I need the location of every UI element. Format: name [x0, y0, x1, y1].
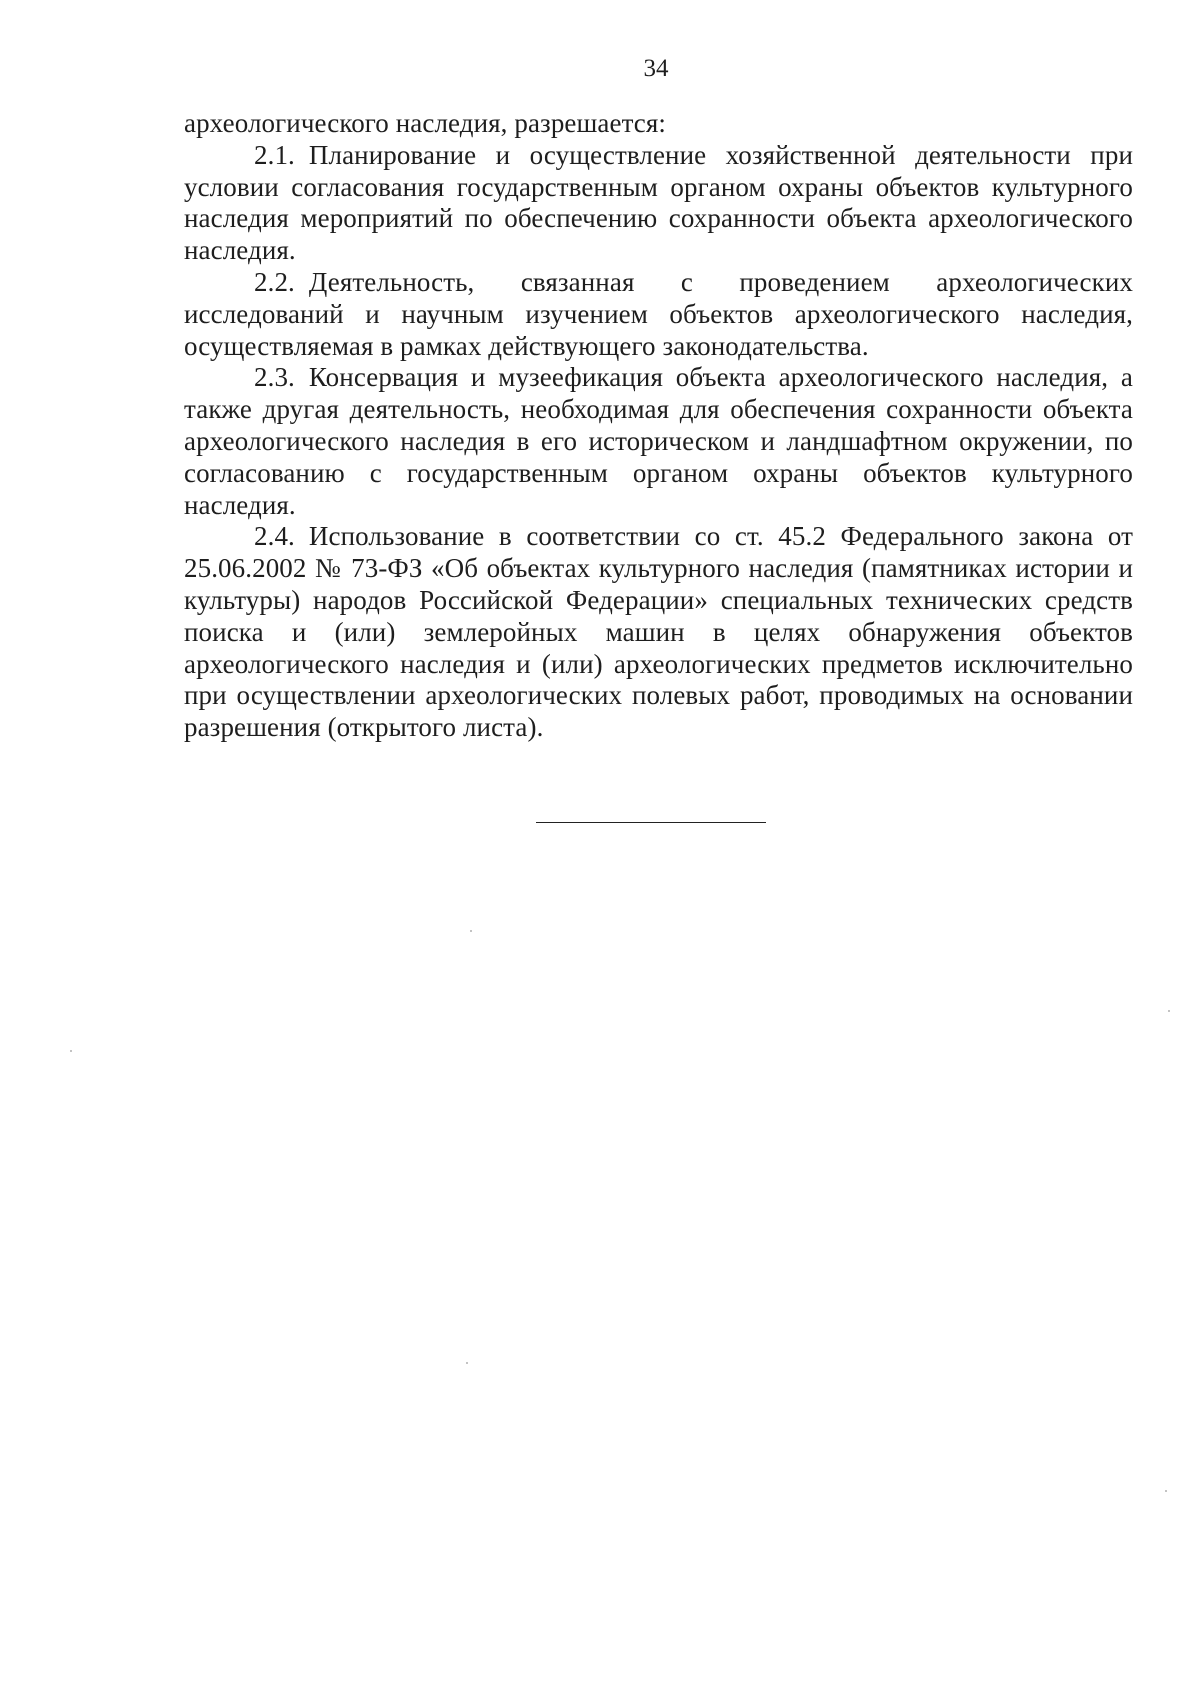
list-item-2-1: [184, 140, 1133, 267]
scan-speck: [470, 930, 472, 932]
scan-speck: [1165, 1490, 1167, 1492]
list-item-2-2: [184, 267, 1133, 362]
item-text: Консервация и музеефикация объекта археологического наследия, а также другая деятельность, необходимая для обеспечения сохранности объекта археологического наследия в его историческом и ландшафтном окружении, по согласованию с государственным органом охраны объектов культурного наследия.: [184, 362, 1133, 520]
item-number: 2.3.: [254, 362, 295, 393]
item-text: Планирование и осуществление хозяйственной деятельности при условии согласования государственным органом охраны объектов культурного наследия мероприятий по обеспечению сохранности объекта археологического наследия.: [184, 139, 1133, 266]
item-number: 2.1.: [254, 139, 295, 170]
end-of-text-rule: [536, 822, 766, 823]
scan-speck: [466, 1362, 468, 1364]
document-body: [184, 108, 1133, 744]
item-number: 2.2.: [254, 266, 295, 297]
item-text: Использование в соответствии со ст. 45.2 Федерального закона от 25.06.2002 № 73-ФЗ «Об объектах культурного наследия (памятниках истории и культуры) народов Российской Федерации» специальных технических средств поиска и (или) землеройных машин в целях обнаружения объектов археологического наследия и (или) археологических предметов исключительно при осуществлении археологических полевых работ, проводимых на основании разрешения (открытого листа).: [184, 521, 1133, 743]
scan-speck: [70, 1050, 72, 1052]
lead-line: археологического наследия, разрешается:: [184, 108, 667, 138]
page-number: 34: [643, 55, 669, 82]
list-item-2-3: [184, 362, 1133, 521]
list-item-2-4: [184, 521, 1133, 744]
item-text: Деятельность, связанная с проведением археологических исследований и научным изучением объектов археологического наследия, осуществляемая в рамках действующего законодательства.: [184, 266, 1133, 361]
item-number: 2.4.: [254, 521, 295, 552]
scan-speck: [1168, 1010, 1170, 1012]
